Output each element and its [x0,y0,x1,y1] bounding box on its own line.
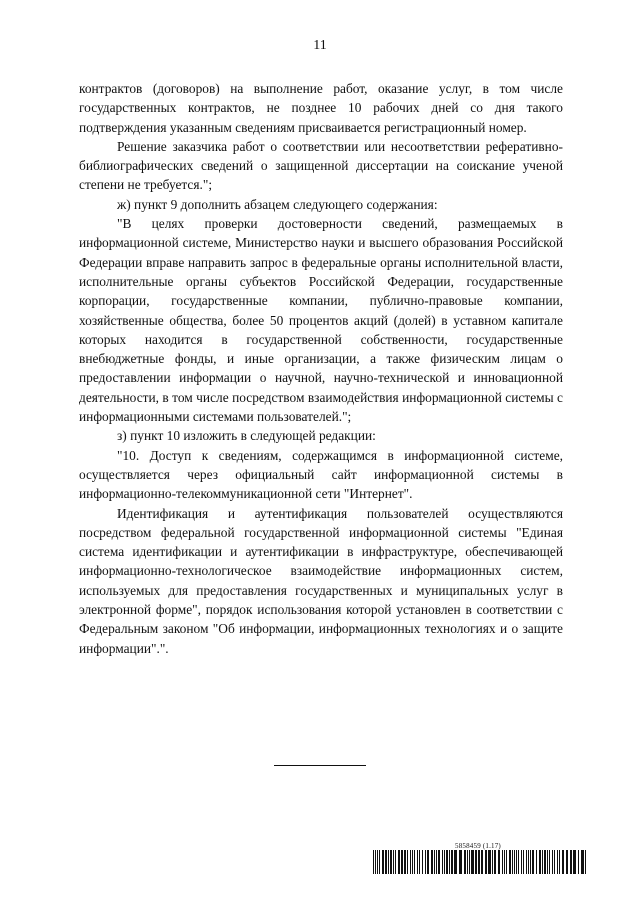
barcode-image [373,850,586,874]
document-body [79,79,563,658]
paragraph: ж) пункт 9 дополнить абзацем следующего содержания: [117,196,438,212]
paragraph: Идентификация и аутентификация пользователей осуществляются посредством федеральной государственной информационной системы "Единая система идентификации и аутентификации в инфраструктуре, обеспечивающей информационно-технологическое взаимодействие информационных систем, используемых для предоставления государственных и муниципальных услуг в электронной форме", порядок использования которой установлен в соответствии с Федеральным законом "Об информации, информационных технологиях и о защите информации".". [79,505,563,656]
paragraph: контрактов (договоров) на выполнение работ, оказание услуг, в том числе государственных контрактов, не позднее 10 рабочих дней со дня такого подтверждения указанным сведениям присваивается регистрационный номер. [79,81,563,135]
paragraph: "В целях проверки достоверности сведений, размещаемых в информационной системе, Министерство науки и высшего образования Российской Федерации вправе направить запрос в федеральные органы исполнительной власти, исполнительные органы субъектов Российской Федерации, государственные корпорации, государственные компании, публично-правовые компании, хозяйственные общества, более 50 процентов акций (долей) в уставном капитале которых находится в государственной собственности, государственные внебюджетные фонды, и иные организации, а также физическим лицам о предоставлении информации о научной, научно-технической и инновационной деятельности, в том числе посредством взаимодействия информационной системы с информационными системами пользователей."; [79,216,563,425]
paragraph: з) пункт 10 изложить в следующей редакции: [117,428,376,444]
paragraph: "10. Доступ к сведениям, содержащимся в информационной системе, осуществляется через официальный сайт информационной системы в информационно-телекоммуникационной сети "Интернет". [79,447,563,502]
page-number: 11 [313,38,327,53]
end-separator-line [274,765,366,766]
paragraph: Решение заказчика работ о соответствии или несоответствии реферативно-библиографических сведений о защищенной диссертации на соискание ученой степени не требуется."; [79,138,563,193]
document-code: 5858459 (1.17) [455,842,501,850]
